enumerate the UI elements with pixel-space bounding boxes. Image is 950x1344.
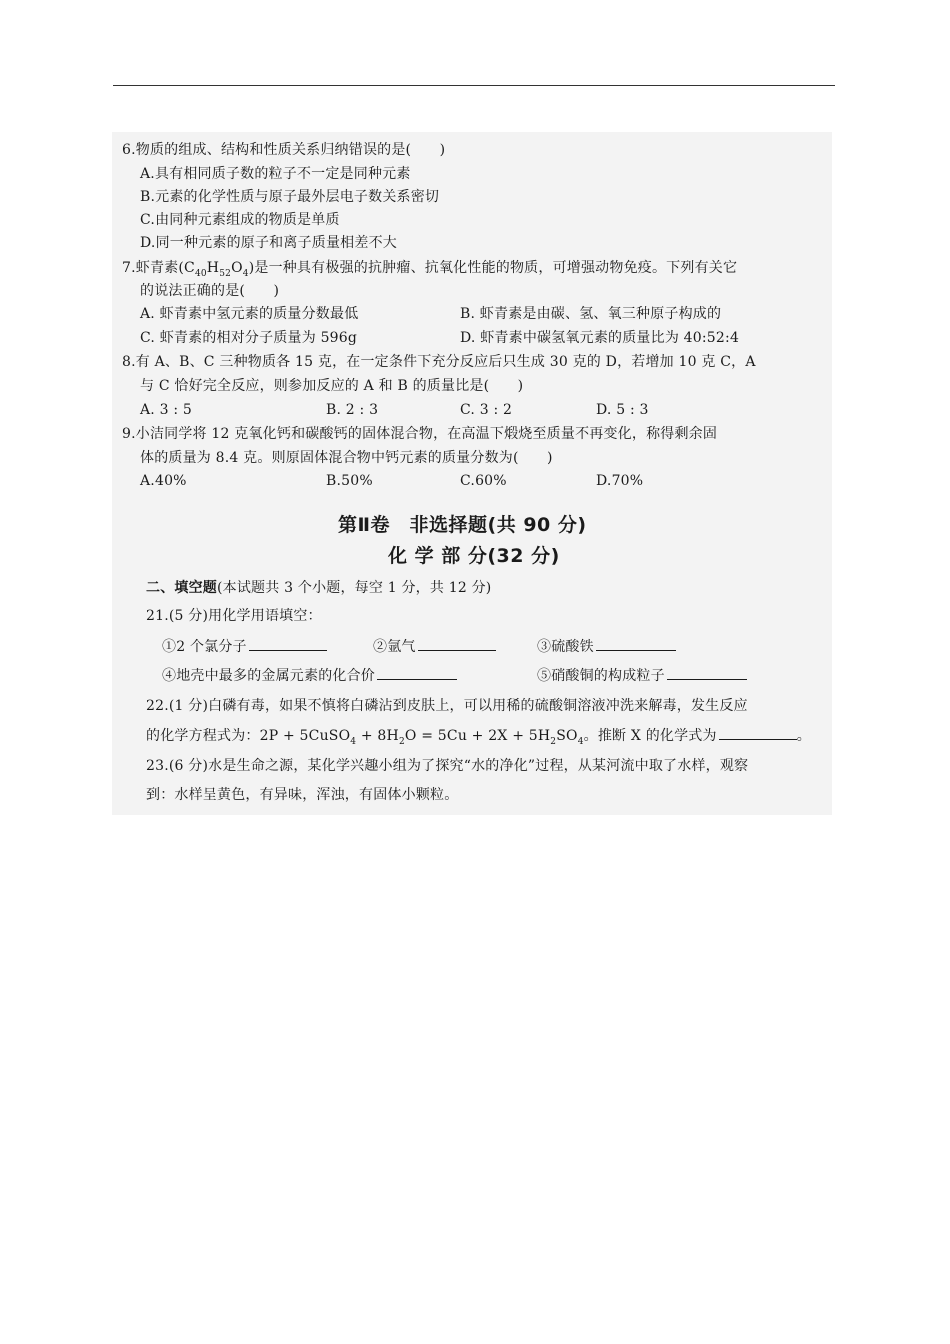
q9-stem-line2: 体的质量为 8.4 克。则原固体混合物中钙元素的质量分数为( )	[140, 450, 553, 466]
q23-stem-line1: 23.(6 分)水是生命之源，某化学兴趣小组为了探究“水的净化”过程，从某河流中取了水样，观察	[146, 758, 749, 774]
q8-option-a: A. 3 : 5	[140, 402, 193, 418]
q8-stem-line1: 8.有 A、B、C 三种物质各 15 克，在一定条件下充分反应后只生成 30 克的 D，若增加 10 克 C，A	[122, 354, 756, 370]
q22-stem-line2: 的化学方程式为：2P + 5CuSO$_4$ + $8H_2O = 5Cu + 2X + 5H_2SO_4$。推断 X 的化学式为 。	[146, 728, 811, 747]
q23-stem-line2: 到：水样呈黄色，有异味，浑浊，有固体小颗粒。	[146, 787, 459, 803]
q21-item-5: ⑤硝酸铜的构成粒子	[537, 666, 747, 685]
answer-blank[interactable]	[596, 637, 676, 651]
answer-blank[interactable]	[667, 666, 747, 680]
q7-option-c: C. 虾青素的相对分子质量为 596g	[140, 330, 358, 346]
top-rule	[113, 85, 835, 86]
q6-option-a: A.具有相同质子数的粒子不一定是同种元素	[140, 166, 411, 182]
q7-stem-line2: 的说法正确的是( )	[140, 283, 280, 299]
section-subtitle: 化 学 部 分(32 分)	[388, 545, 560, 567]
q6-option-c: C.由同种元素组成的物质是单质	[140, 212, 340, 228]
q8-option-b: B. 2 : 3	[326, 402, 379, 418]
q7-option-d: D. 虾青素中碳氢氧元素的质量比为 40:52:4	[460, 330, 740, 346]
q21-item-4: ④地壳中最多的金属元素的化合价	[162, 666, 457, 685]
q9-option-d: D.70%	[596, 473, 644, 489]
q21-item-1: ①2 个氯分子	[162, 637, 327, 656]
q8-option-c: C. 3 : 2	[460, 402, 513, 418]
answer-blank[interactable]	[719, 726, 797, 740]
q21-item-2: ②氩气	[373, 637, 496, 656]
section-title: 第Ⅱ卷 非选择题(共 90 分)	[338, 514, 587, 536]
q9-option-b: B.50%	[326, 473, 373, 489]
answer-blank[interactable]	[249, 637, 327, 651]
q9-option-a: A.40%	[140, 473, 187, 489]
answer-blank[interactable]	[418, 637, 496, 651]
q8-option-d: D. 5 : 3	[596, 402, 649, 418]
q7-stem-line1: 7.虾青素$(C_{40}H_{52}O_4)$是一种具有极强的抗肿瘤、抗氧化性能的物质，可增强动物免疫。下列有关它	[122, 260, 738, 279]
q6-stem: 6.物质的组成、结构和性质关系归纳错误的是( )	[122, 142, 446, 158]
part2-heading: 二、填空题(本试题共 3 个小题，每空 1 分，共 12 分)	[146, 580, 492, 596]
q9-stem-line1: 9.小洁同学将 12 克氧化钙和碳酸钙的固体混合物，在高温下煅烧至质量不再变化，称得剩余固	[122, 426, 718, 442]
q9-option-c: C.60%	[460, 473, 507, 489]
q6-option-d: D.同一种元素的原子和离子质量相差不大	[140, 235, 397, 251]
q8-stem-line2: 与 C 恰好完全反应，则参加反应的 A 和 B 的质量比是( )	[140, 378, 524, 394]
q7-option-a: A. 虾青素中氢元素的质量分数最低	[140, 306, 359, 322]
q7-option-b: B. 虾青素是由碳、氢、氧三种原子构成的	[460, 306, 722, 322]
q21-item-3: ③硫酸铁	[537, 637, 676, 656]
answer-blank[interactable]	[377, 666, 457, 680]
q22-stem-line1: 22.(1 分)白磷有毒，如果不慎将白磷沾到皮肤上，可以用稀的硫酸铜溶液冲洗来解毒，发生反应	[146, 698, 748, 714]
q21-stem: 21.(5 分)用化学用语填空：	[146, 608, 322, 624]
q6-option-b: B.元素的化学性质与原子最外层电子数关系密切	[140, 189, 440, 205]
